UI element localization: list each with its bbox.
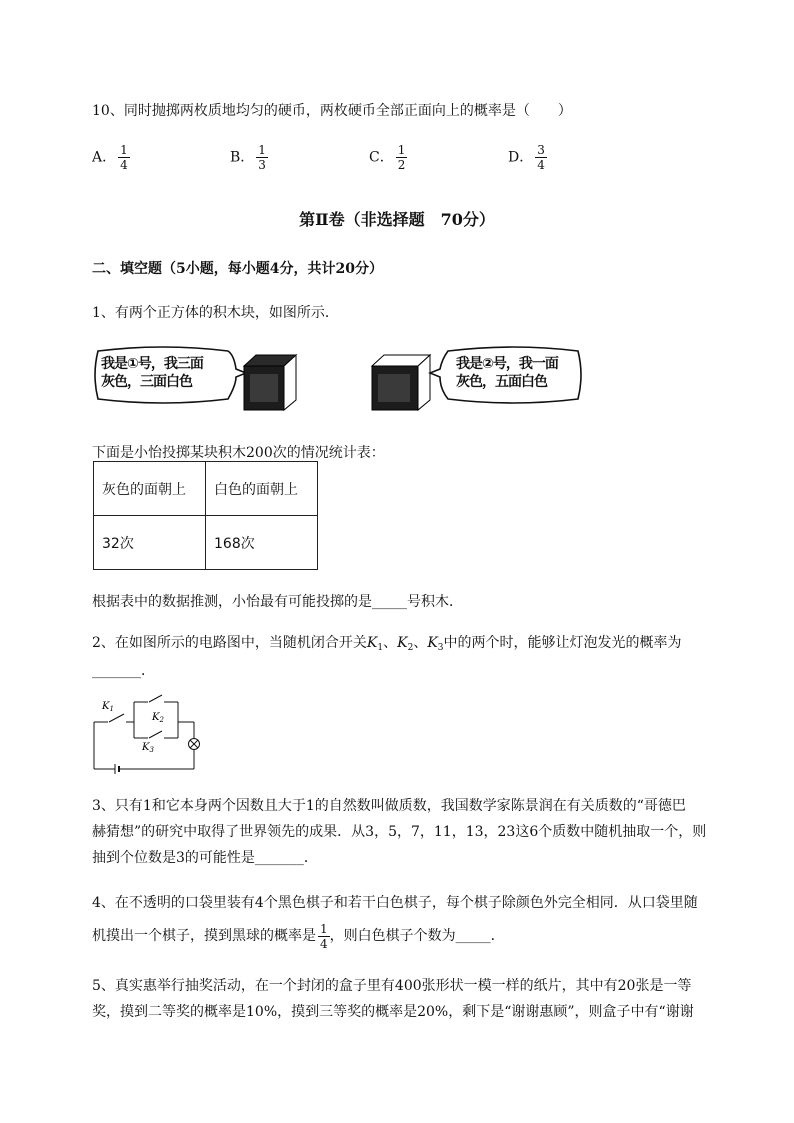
section-heading: 二、填空题（5小题，每小题4分，共计20分） [92, 261, 383, 277]
option-label: B． [230, 149, 255, 166]
k2-diagram-label: $K_2$ [152, 712, 164, 724]
table-intro: 下面是小怡投掷某块积木200次的情况统计表： [92, 445, 385, 461]
option-label: D． [508, 149, 534, 166]
q1-conclusion: 根据表中的数据推测，小怡最有可能投掷的是_____号积木． [92, 594, 463, 610]
option-fraction: $\frac{1}{2}$ [397, 143, 406, 172]
k1-label: K [366, 635, 378, 651]
k3-label: K [427, 635, 438, 651]
k3-diagram-label: $K_3$ [142, 742, 154, 754]
q2-stem-b: 中的两个时，能够让灯泡发光的概率为 [443, 635, 682, 651]
table-header-white: 白色的面朝上 [206, 462, 318, 516]
table-header-gray: 灰色的面朝上 [94, 462, 206, 516]
option-fraction: $\frac{1}{4}$ [120, 143, 128, 172]
k2-label: K [397, 635, 408, 651]
bubble2-line2: 灰色，五面白色 [456, 374, 547, 390]
q5-text: 5、真实惠举行抽奖活动，在一个封闭的盒子里有400张形状一模一样的纸片，其中有20张是一等 奖，摸到二等奖的概率是10%，摸到三等奖的概率是20%，剩下是“谢谢惠顾”，则盒子中有“谢谢 [92, 978, 694, 1020]
part2-title: 第Ⅱ卷（非选择题 70分） [299, 210, 495, 229]
q1-stem: 1、有两个正方体的积木块，如图所示． [92, 305, 339, 321]
q4-line1: 4、在不透明的口袋里装有4个黑色棋子和若干白色棋子，每个棋子除颜色外完全相同．从口袋里随 [92, 895, 698, 911]
q2-stem-line1: 2、在如图所示的电路图中，当随机闭合开关$K_1$、$K_2$、$K_3$中的两个时，能够让灯泡发光的概率为 [92, 635, 682, 653]
table-cell-gray: 32次 [94, 516, 206, 570]
table-row [94, 516, 318, 570]
q10-option-d[interactable] [508, 143, 547, 172]
cube2-image [368, 352, 434, 414]
option-fraction: $\frac{3}{4}$ [537, 143, 545, 172]
cube2-speech-bubble [428, 345, 588, 405]
k1-diagram-label: $K_1$ [102, 701, 114, 713]
q4-fraction: $\frac{1}{4}$ [320, 921, 328, 951]
cube1-speech-bubble [88, 345, 248, 405]
q10-option-b[interactable] [230, 143, 268, 172]
table-row [94, 462, 318, 516]
option-label: C． [369, 149, 394, 166]
q10-option-a[interactable] [92, 143, 130, 172]
q2-stem-a: 2、在如图所示的电路图中，当随机闭合开关 [92, 635, 367, 651]
cube1-image [238, 352, 300, 414]
q4-line2: 机摸出一个棋子，摸到黑球的概率是 $\frac{1}{4}$ ，则白色棋子个数为_____． [92, 921, 505, 951]
bubble2-line1: 我是②号，我一面 [456, 356, 558, 372]
circuit-diagram [90, 692, 210, 774]
option-fraction: $\frac{1}{3}$ [258, 143, 266, 172]
bubble1-line2: 灰色，三面白色 [101, 374, 192, 390]
table-cell-white: 168次 [206, 516, 318, 570]
q2-blank: _______． [92, 663, 155, 679]
q10-option-c[interactable] [369, 143, 407, 172]
q3-text: 3、只有1和它本身两个因数且大于1的自然数叫做质数，我国数学家陈景润在有关质数的“哥德巴 赫猜想”的研究中取得了世界领先的成果．从3，5，7，11，13，23这6个质数中随机抽取一个，则 抽到个位数是3的可能性是_______． [92, 798, 707, 866]
q10-stem: 10、同时抛掷两枚质地均匀的硬币，两枚硬币全部正面向上的概率是（ ） [92, 103, 572, 119]
stats-table [93, 461, 318, 570]
bubble1-line1: 我是①号，我三面 [101, 356, 203, 372]
option-label: A． [92, 149, 117, 166]
